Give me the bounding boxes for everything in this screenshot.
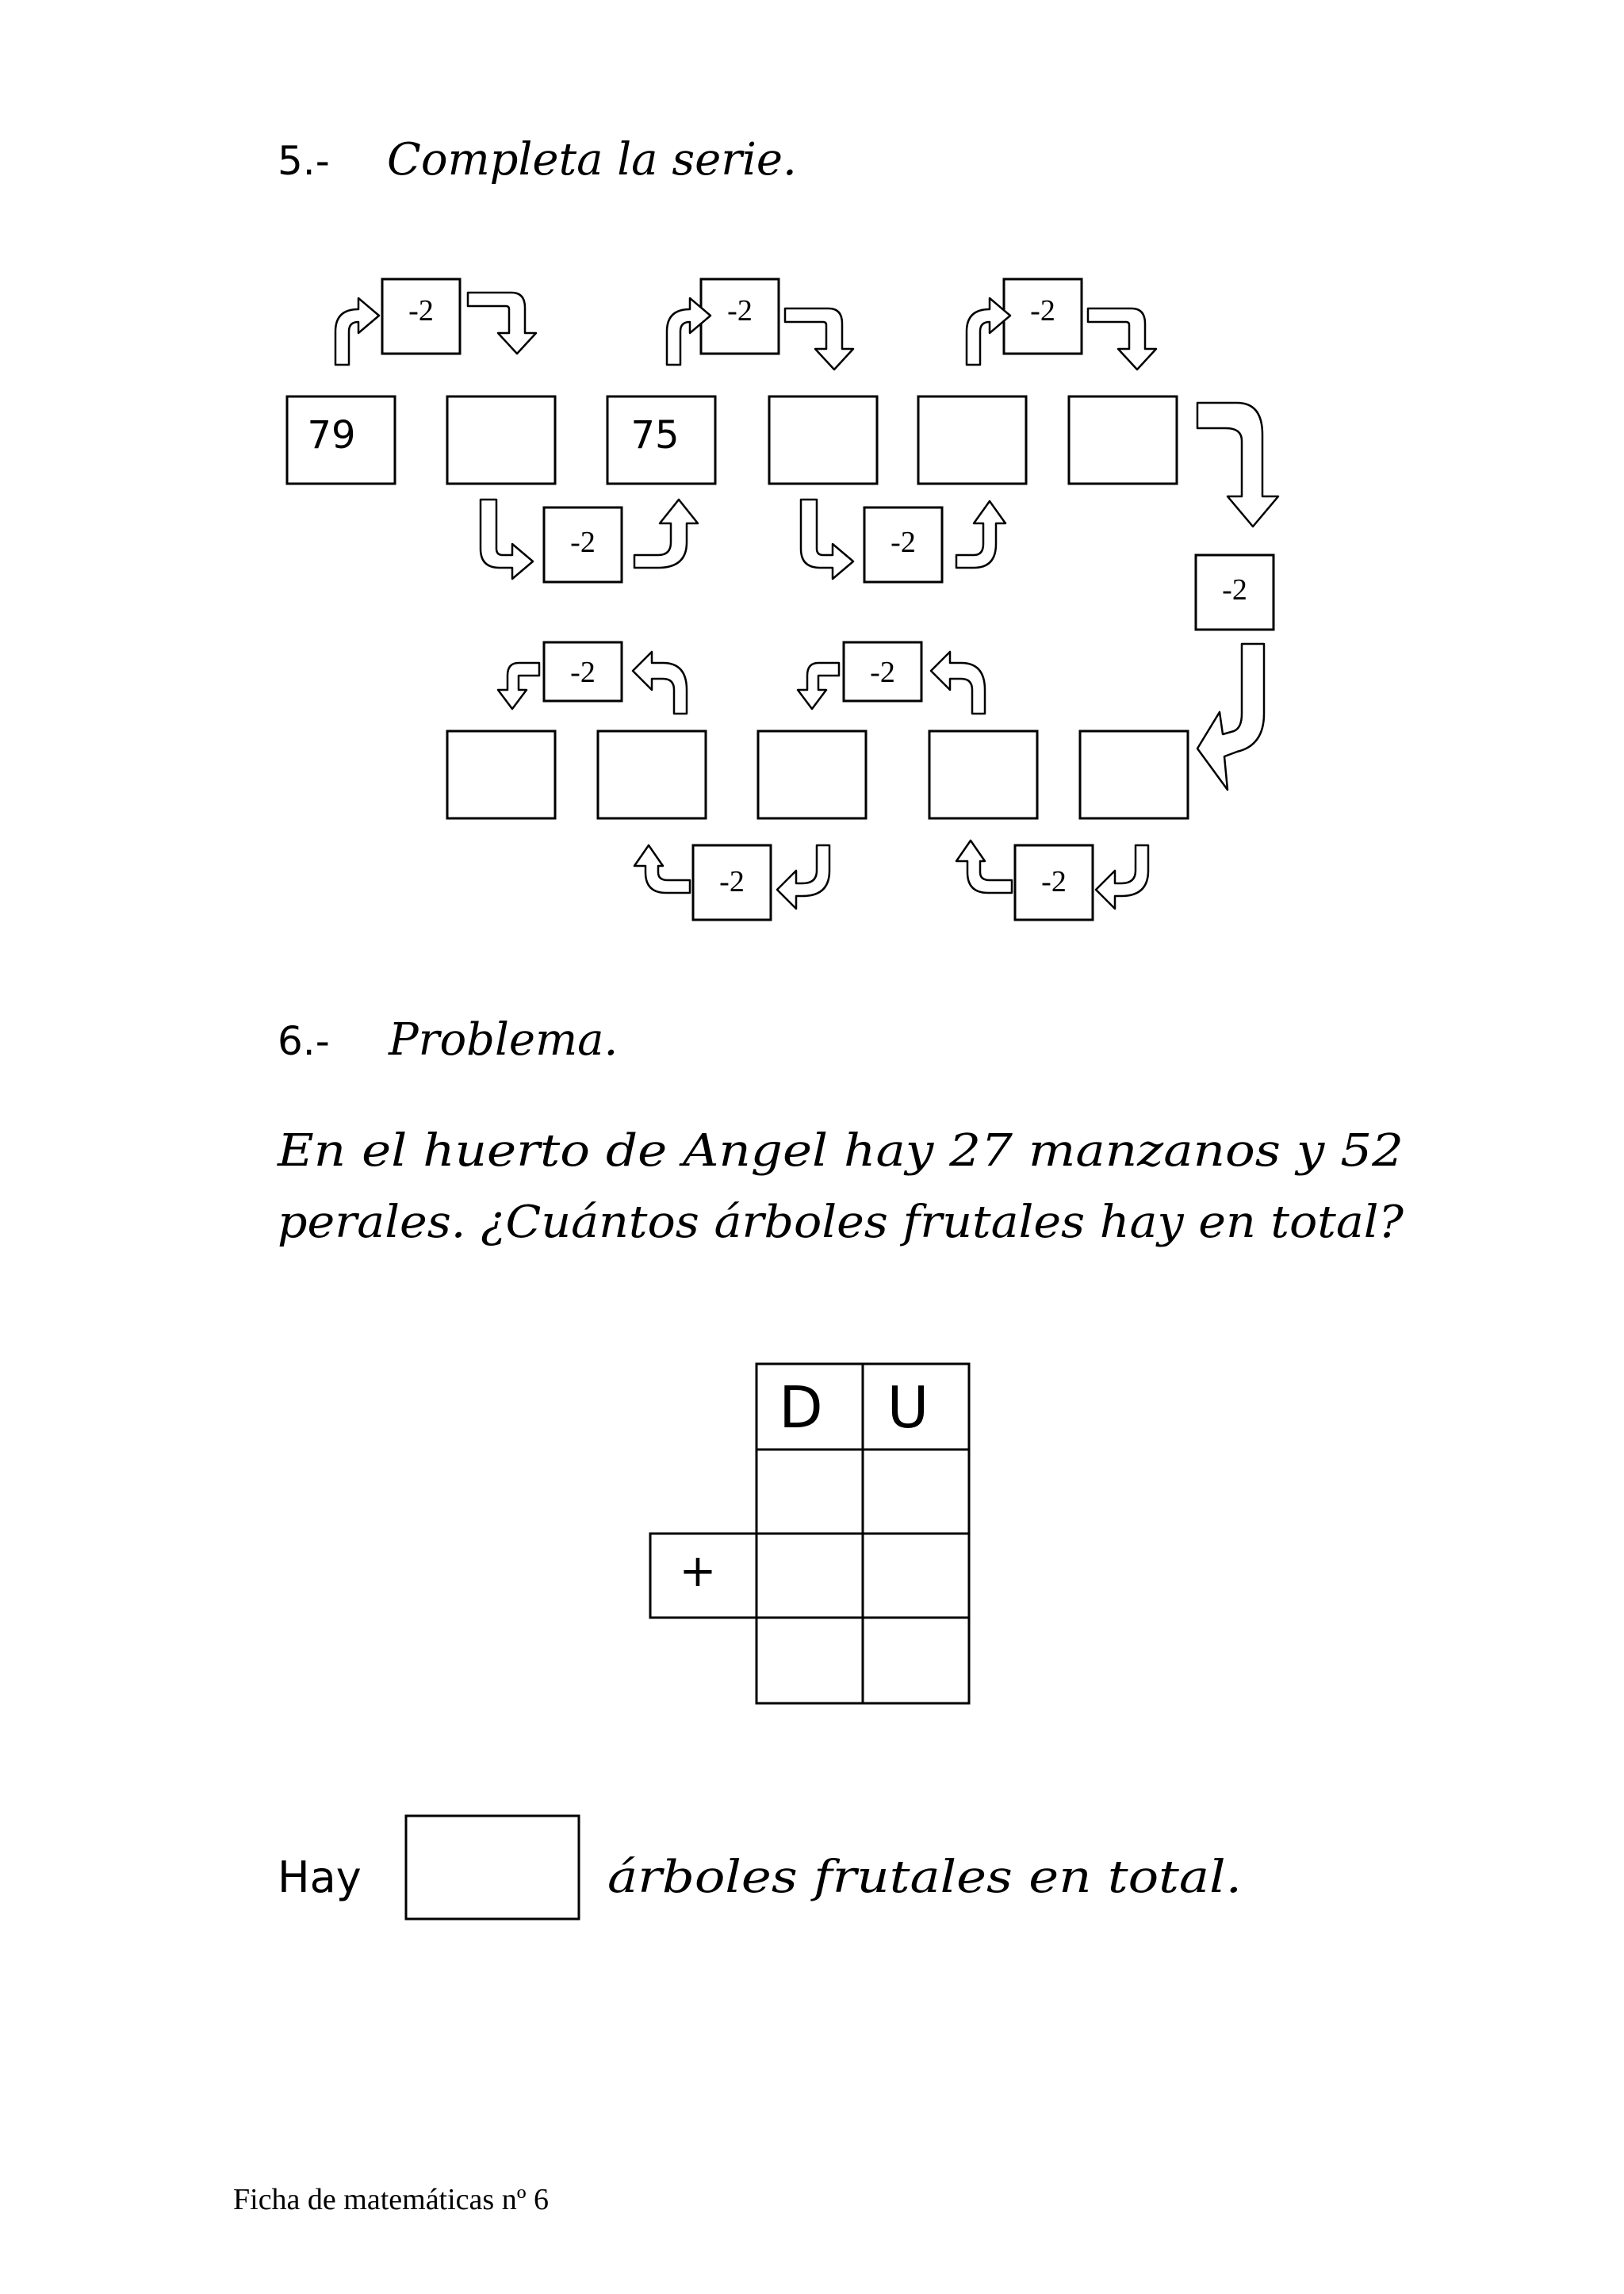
addend2-tens-cell[interactable]	[758, 1535, 861, 1616]
step-label	[1004, 279, 1082, 354]
svg-text:-2: -2	[891, 526, 916, 559]
svg-text:-2: -2	[1030, 294, 1055, 327]
answer-suffix: árboles frutales en total.	[607, 1852, 1242, 1903]
series-box-value: 79	[307, 413, 356, 458]
svg-text:-2: -2	[570, 656, 596, 689]
series-box-1[interactable]	[287, 396, 395, 484]
curved-arrow-icon	[777, 845, 829, 909]
units-header: U	[887, 1374, 929, 1441]
step-label	[544, 507, 622, 582]
step-label	[701, 279, 779, 354]
svg-text:-2: -2	[1222, 573, 1247, 607]
plus-sign: +	[679, 1545, 717, 1597]
series-box-5[interactable]	[918, 396, 1026, 484]
step-label	[544, 642, 622, 701]
step-label	[864, 507, 942, 582]
step-label	[1015, 845, 1093, 920]
svg-text:-2: -2	[1041, 865, 1067, 898]
series-box-3[interactable]	[607, 396, 715, 484]
exercise6-number: 6.-	[278, 1018, 330, 1064]
curved-arrow-icon	[956, 841, 1012, 893]
curved-arrow-icon	[633, 652, 687, 714]
curved-arrow-icon	[1197, 403, 1278, 527]
curved-arrow-icon	[1197, 644, 1264, 790]
series-box-8[interactable]	[929, 731, 1037, 818]
sum-units-cell[interactable]	[864, 1619, 967, 1702]
answer-box[interactable]	[406, 1816, 579, 1919]
curved-arrow-icon	[468, 293, 536, 354]
series-box-4[interactable]	[769, 396, 877, 484]
exercise5-title: Completa la serie.	[387, 134, 797, 186]
addend1-units-cell[interactable]	[864, 1451, 967, 1532]
curved-arrow-icon	[335, 298, 379, 365]
step-label	[382, 279, 460, 354]
step-label	[1196, 555, 1274, 630]
curved-arrow-icon	[798, 663, 839, 709]
addend2-units-cell[interactable]	[864, 1535, 967, 1616]
curved-arrow-icon	[1088, 308, 1156, 370]
curved-arrow-icon	[785, 308, 853, 370]
addend1-tens-cell[interactable]	[758, 1451, 861, 1532]
sum-tens-cell[interactable]	[758, 1619, 861, 1702]
step-label	[844, 642, 921, 701]
svg-text:-2: -2	[719, 865, 745, 898]
curved-arrow-icon	[801, 500, 853, 579]
problem-line-1: En el huerto de Angel hay 27 manzanos y 52	[276, 1125, 1404, 1177]
tens-header: D	[779, 1374, 823, 1441]
svg-text:-2: -2	[408, 294, 434, 327]
series-box-10[interactable]	[598, 731, 706, 818]
curved-arrow-icon	[498, 663, 539, 709]
problem-line-2: perales. ¿Cuántos árboles frutales hay en total?	[278, 1197, 1405, 1248]
svg-text:-2: -2	[570, 526, 596, 559]
series-box-7[interactable]	[1080, 731, 1188, 818]
exercise6-title: Problema.	[389, 1014, 619, 1066]
svg-text:-2: -2	[870, 656, 895, 689]
series-box-2[interactable]	[447, 396, 555, 484]
curved-arrow-icon	[1096, 845, 1148, 909]
curved-arrow-icon	[956, 501, 1005, 568]
series-box-11[interactable]	[447, 731, 555, 818]
curved-arrow-icon	[634, 845, 690, 893]
series-box-value: 75	[630, 413, 680, 458]
step-label	[693, 845, 771, 920]
series-box-9[interactable]	[758, 731, 866, 818]
series-box-6[interactable]	[1069, 396, 1177, 484]
footer-title: Ficha de matemáticas nº 6	[233, 2183, 549, 2216]
svg-text:-2: -2	[727, 294, 753, 327]
answer-prefix: Hay	[278, 1852, 362, 1902]
exercise5-number: 5.-	[278, 138, 330, 184]
curved-arrow-icon	[481, 500, 533, 579]
curved-arrow-icon	[634, 500, 698, 568]
curved-arrow-icon	[931, 652, 985, 714]
